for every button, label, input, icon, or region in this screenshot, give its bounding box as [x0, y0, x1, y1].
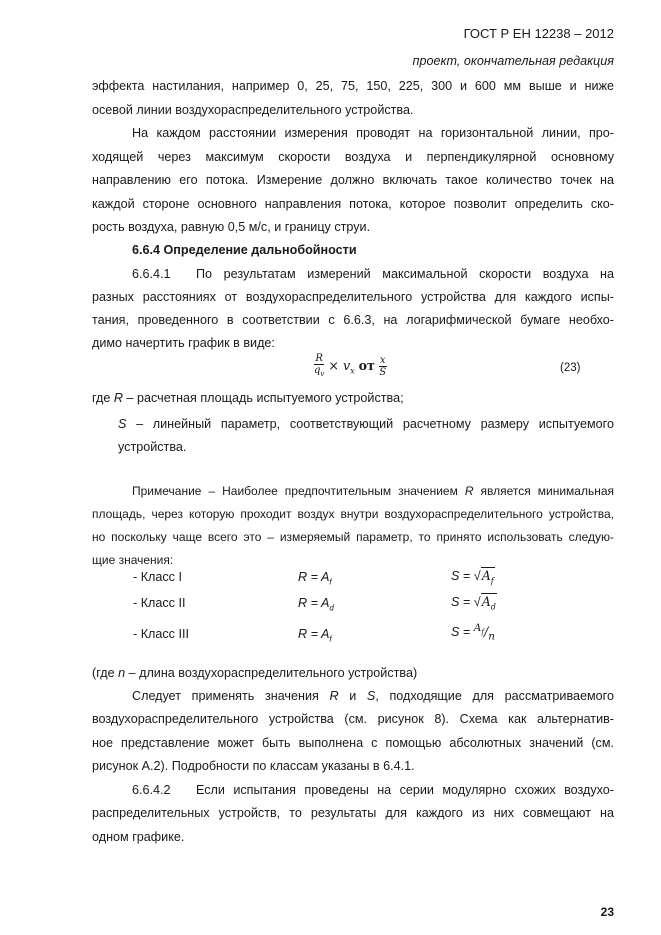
class-label: - Класс II [133, 596, 186, 610]
clause-number: 6.6.4.2 [132, 783, 171, 797]
clause-number: 6.6.4.1 [132, 267, 171, 281]
text-line: Следует применять значения R и S, подходящие для рассматриваемого [132, 689, 614, 703]
text-line: эффекта настилания, например 0, 25, 75, 150, 225, 300 и 600 мм выше и ниже [92, 79, 614, 93]
formula-numerator: R [315, 353, 323, 364]
page-number: 23 [600, 905, 614, 919]
formula-23: $\frac{R}{q_v}$ × $v_x$ от $\frac{x}{S}$ [314, 353, 387, 378]
class-r: $R = A_d$ [298, 596, 334, 613]
formula-v: v [342, 358, 351, 373]
text-line: разных расстояниях от воздухораспределительного устройства для каждого испы- [92, 290, 614, 304]
text-line: тания, проведенного в соответствии с 6.6.3, на логарифмической бумаге необхо- [92, 313, 614, 327]
text-line: направлению его потока. Измерение должно включать такое количество точек на [92, 173, 614, 187]
formula-ot: от [358, 358, 375, 373]
class-r: $R = A_f$ [298, 627, 332, 644]
text-line: воздухораспределительного устройства (см. рисунок 8). Схема как альтернатив- [92, 712, 614, 726]
text-line: распределительных устройств, то результаты для каждого из них совмещают на [92, 806, 614, 820]
text-line: По результатам измерений максимальной скорости воздуха на [196, 267, 614, 281]
text-line: Если испытания проведены на серии модулярно схожих воздухо- [196, 783, 614, 797]
text-line: одном графике. [92, 830, 185, 844]
note-line: щие значения: [92, 553, 174, 567]
edition-status: проект, окончательная редакция [412, 54, 614, 68]
class-s: $S = ^{A_f}/_n$ [451, 622, 495, 643]
standard-number: ГОСТ Р ЕН 12238 – 2012 [463, 26, 614, 41]
note-line: но поскольку чаще всего это – измеряемый параметр, то принято использовать следую- [92, 530, 614, 544]
class-s: $S = √A_d$ [451, 594, 496, 612]
text-line: устройства. [118, 440, 187, 454]
class-r: $R = A_f$ [298, 570, 332, 587]
note-line: Примечание – Наиболее предпочтительным значением R является минимальная [132, 484, 615, 498]
where-s: S – линейный параметр, соответствующий расчетному размеру испытуемого [118, 417, 615, 431]
times-sign: × [328, 358, 339, 373]
formula-x: x [379, 355, 386, 366]
clause-6-6-4-2 [132, 782, 614, 798]
class-label: - Класс I [133, 570, 182, 584]
text-line: димо начертить график в виде: [92, 336, 275, 350]
n-definition: (где n – длина воздухораспределительного устройства) [92, 666, 418, 680]
note-line: площадь, через которую проходит воздух внутри воздухораспределительного устройства, [92, 507, 614, 521]
class-s: $S = √A_f$ [451, 568, 494, 586]
text-line: рисунок А.2). Подробности по классам указаны в 6.4.1. [92, 759, 415, 773]
formula-s: S [379, 367, 387, 378]
section-heading: 6.6.4 Определение дальнобойности [132, 243, 357, 257]
text-line: каждой стороне основного направления потока, которое позволит определить ско- [92, 197, 614, 211]
text-line: осевой линии воздухораспределительного устройства. [92, 103, 414, 117]
text-line: ное представление может быть выполнена с помощью абсолютных значений (см. [92, 736, 614, 750]
formula-denominator: $q_v$ [314, 365, 325, 378]
clause-6-6-4-1 [132, 266, 614, 282]
equation-number: (23) [560, 362, 581, 374]
class-label: - Класс III [133, 627, 189, 641]
text-line: рость воздуха, равную 0,5 м/с, и границу струи. [92, 220, 371, 234]
text-line: На каждом расстоянии измерения проводят на горизонтальной линии, про- [132, 126, 614, 140]
text-line: ходящей через максимум скорости воздуха и перпендикулярной основному [92, 150, 614, 164]
where-r: где R – расчетная площадь испытуемого устройства; [92, 391, 404, 405]
